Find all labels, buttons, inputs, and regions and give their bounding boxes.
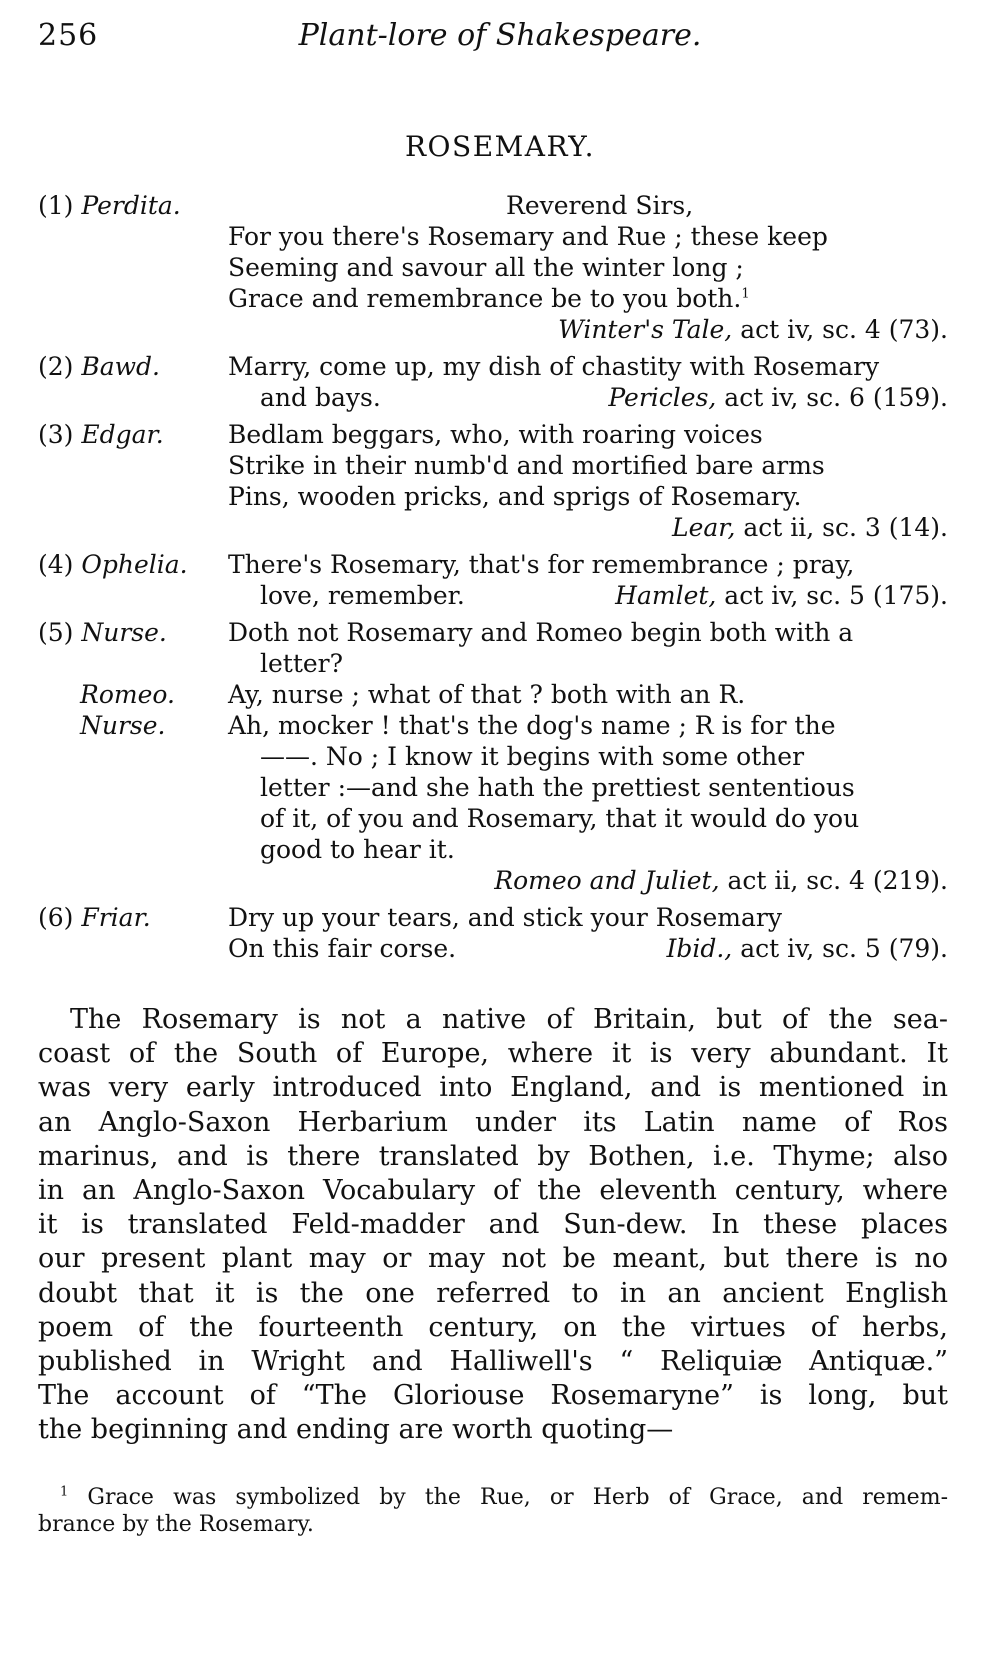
speaker [38,902,228,933]
prose-line: Ay, nurse ; what of that ? both with an R. [228,680,746,709]
quote-5 [38,617,948,896]
paragraph-line: it is translated Feld-madder and Sun-dew. In these places [38,1209,948,1241]
paragraph-line: published in Wright and Halliwell's “ Reliquiæ Antiquæ.” [38,1346,948,1378]
verse-line: Seeming and savour all the winter long ; [228,253,744,282]
speaker-name: Nurse. [81,618,167,647]
speaker [38,419,228,450]
speaker-name: Romeo. [80,680,175,709]
paragraph-line: was very early introduced into England, and is mentioned in [38,1072,948,1104]
quote-number: (6) [38,903,74,932]
speaker-name: Friar. [81,903,151,932]
citation-work: Hamlet, [615,581,717,610]
paragraph-line: coast of the South of Europe, where it is very abundant. It [38,1038,948,1070]
speaker-name: Edgar. [81,420,164,449]
citation-work: Lear, [671,513,736,542]
prose-line: There's Rosemary, that's for remembrance ; pray, [228,550,855,579]
verse-line: Pins, wooden pricks, and sprigs of Rosemary. [228,482,802,511]
citation-work: Winter's Tale, [558,315,733,344]
prose-line: letter? [260,649,344,678]
quote-2 [38,351,948,413]
prose-line: letter :—and she hath the prettiest sententious [260,773,855,802]
footnote-marker: 1 [741,286,750,302]
speaker-name: Nurse. [80,711,166,740]
verse-line: Dry up your tears, and stick your Rosemary [228,903,782,932]
citation [228,314,948,345]
speaker [38,190,228,221]
quote-4 [38,549,948,611]
speaker [38,710,270,741]
paragraph-line: marinus, and is there translated by Bothen, i.e. Thyme; also [38,1140,948,1172]
citation-location: act iv, sc. 6 (159). [716,383,948,412]
quote-number: (1) [38,191,74,220]
footnote-line: Grace was symbolized by the Rue, or Herb of Grace, and remem- [87,1485,948,1510]
speaker-name: Perdita. [81,191,181,220]
quote-6 [38,902,948,964]
footnote-marker: 1 [60,1484,69,1500]
speaker [38,617,228,648]
running-title: Plant-lore of Shakespeare. [298,18,702,53]
verse-line: Reverend Sirs, [506,191,694,220]
citation [666,933,948,964]
paragraph-line: our present plant may or may not be meant, but there is no [38,1243,948,1275]
citation [608,382,948,413]
prose-line: ——. No ; I know it begins with some other [260,742,805,771]
speaker [38,679,270,710]
citation-work: Ibid., [666,934,733,963]
prose-line: Ah, mocker ! that's the dog's name ; R is for the [228,711,836,740]
prose-line: good to hear it. [260,835,455,864]
quote-3 [38,419,948,543]
citation-location: act iv, sc. 5 (79). [732,934,948,963]
quote-1 [38,190,948,345]
section-title: ROSEMARY. [404,130,596,163]
paragraph-line: doubt that it is the one referred to in an ancient English [38,1277,948,1309]
paragraph-line: the beginning and ending are worth quoting— [38,1414,674,1446]
prose-line: Marry, come up, my dish of chastity with Rosemary [228,352,880,381]
citation [228,512,948,543]
verse-line: Grace and remembrance be to you both. [228,284,742,313]
verse-line: On this fair corse. [228,934,457,963]
paragraph-line: an Anglo-Saxon Herbarium under its Latin name of Ros [38,1106,948,1138]
verse-line: For you there's Rosemary and Rue ; these keep [228,222,828,251]
paragraph-line: The account of “The Gloriouse Rosemaryne” is long, but [38,1380,948,1412]
prose-line: of it, of you and Rosemary, that it would do you [260,804,860,833]
paragraph-line: poem of the fourteenth century, on the virtues of herbs, [38,1311,948,1343]
speaker-name: Bawd. [81,352,161,381]
paragraph-line: in an Anglo-Saxon Vocabulary of the eleventh century, where [38,1175,948,1207]
speaker-name: Ophelia. [81,550,188,579]
citation [228,865,948,896]
paragraph-line: The Rosemary is not a native of Britain, but of the sea- [70,1004,948,1035]
verse-line: Strike in their numb'd and mortified bare arms [228,451,825,480]
quote-number: (4) [38,550,74,579]
body-paragraph [38,1003,948,1448]
quotations [38,190,948,970]
citation-location: act iv, sc. 4 (73). [732,315,948,344]
citation-location: act ii, sc. 3 (14). [735,513,948,542]
prose-line: love, remember. [260,581,465,610]
quote-number: (2) [38,352,74,381]
prose-line: and bays. [260,383,381,412]
quote-number: (5) [38,618,74,647]
footnote [38,1484,948,1538]
citation-work: Pericles, [608,383,717,412]
speaker [38,351,228,382]
footnote-line: brance by the Rosemary. [38,1512,314,1537]
verse-line: Bedlam beggars, who, with roaring voices [228,420,763,449]
page-number: 256 [38,18,99,53]
citation-work: Romeo and Juliet, [494,866,720,895]
citation-location: act ii, sc. 4 (219). [719,866,948,895]
speaker [38,549,228,580]
prose-line: Doth not Rosemary and Romeo begin both with a [228,618,854,647]
citation-location: act iv, sc. 5 (175). [716,581,948,610]
citation [615,580,948,611]
quote-number: (3) [38,420,74,449]
page-header [38,18,962,58]
